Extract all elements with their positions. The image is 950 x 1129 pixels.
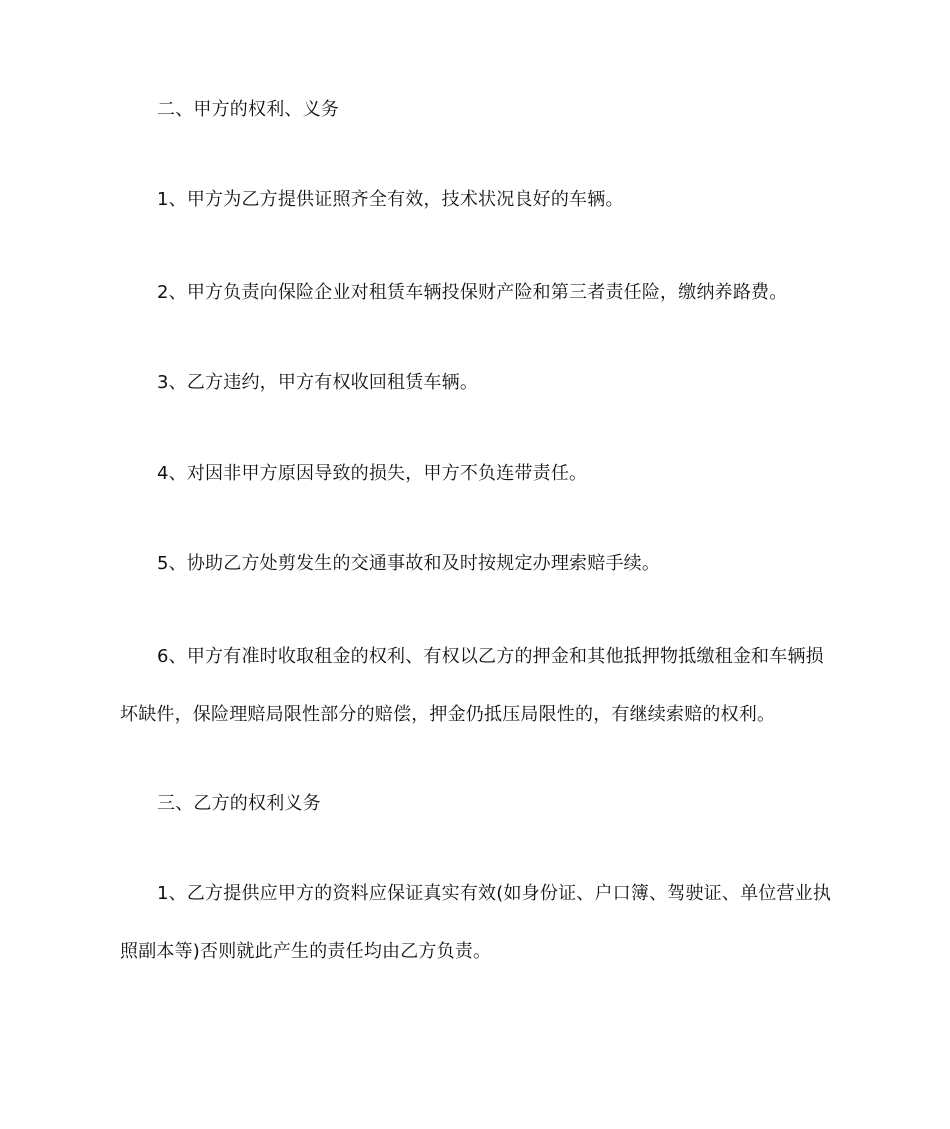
section-2-item-4: 4、对因非甲方原因导致的损失，甲方不负连带责任。: [157, 463, 588, 484]
section-3-item-1-line-1: 1、乙方提供应甲方的资料应保证真实有效(如身份证、户口簿、驾驶证、单位营业执: [157, 883, 832, 904]
section-2-item-3: 3、乙方违约，甲方有权收回租赁车辆。: [157, 372, 479, 393]
section-2-item-1: 1、甲方为乙方提供证照齐全有效，技术状况良好的车辆。: [157, 189, 624, 210]
section-2-item-6-line-2: 坏缺件，保险理赔局限性部分的赔偿，押金仍抵压局限性的，有继续索赔的权利。: [120, 704, 776, 725]
section-2-item-6-line-1: 6、甲方有准时收取租金的权利、有权以乙方的押金和其他抵押物抵缴租金和车辆损: [157, 646, 824, 667]
section-2-item-2: 2、甲方负责向保险企业对租赁车辆投保财产险和第三者责任险，缴纳养路费。: [157, 282, 788, 303]
section-2-heading: 二、甲方的权利、义务: [157, 99, 339, 120]
section-3-heading: 三、乙方的权利义务: [157, 793, 321, 814]
section-2-item-5: 5、协助乙方处剪发生的交通事故和及时按规定办理索赔手续。: [157, 553, 661, 574]
section-3-item-1-line-2: 照副本等)否则就此产生的责任均由乙方负责。: [120, 941, 492, 962]
